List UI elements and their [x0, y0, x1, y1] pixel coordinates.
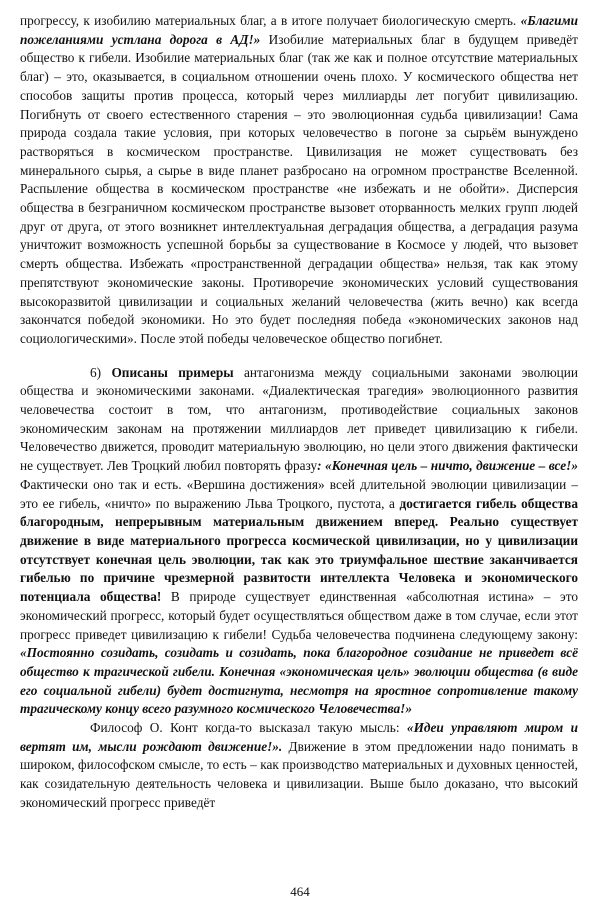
comte-quote: «Идеи управляют миром и вертят им, мысли рождают движение!».: [20, 720, 578, 754]
paragraph-2-text-b: Фактически оно так и есть. «Вершина достижения» всей длительной эволюции цивилизации – это ее гибель, «ничто» по выражению Льва Троцкого, пустота, а: [20, 476, 578, 511]
paragraph-3: [20, 719, 578, 813]
paragraph-2-text-a: антагонизма между социальными законами эволюции общества и экономическими законами. «Диалектическая трагедия» эволюционного развития человечества состоит в том, что антагонизм, противодействие социальных законов экономическим законам на протяжении миллиардов лет приведет цивилизацию к гибели. Человечество движется, проводит материальную эволюцию, но цели этого движения фактически не существует. Лев Троцкий любил повторять фразу: [20, 364, 579, 474]
paragraph-2-number: 6): [90, 364, 112, 380]
paragraph-1-text-a: прогрессу, к изобилию материальных благ, а в итоге получает биологическую смерть.: [20, 13, 521, 28]
paragraph-gap: [20, 349, 578, 364]
paragraph-1-quote: «Благими пожеланиями устлана дорога в АД!»: [20, 13, 578, 47]
paragraph-3-text-a: Философ О. Конт когда-то высказал такую мысль:: [90, 720, 407, 736]
paragraph-2: [20, 364, 578, 719]
paragraph-1-text-b: Изобилие материальных благ в будущем приведёт общество к гибели. Изобилие материальных благ (так же как и полное отсутствие материальных благ) – это, оказывается, в социальном отношении очень плохо. У космического общества нет способов защиты против процесса, который через миллиарды лет погубит цивилизацию. Погибнуть от своего естественного старения – это эволюционная судьба цивилизации! Сама природа создала такие условия, при которых человечество в погоне за сырьём вынуждено растворяться в космическом пространстве. Цивилизация не может существовать без минерального сырья, а сырье в виде планет разбросано на огромном пространстве Вселенной. Распыление общества в космическом пространстве «не избежать и не обойти». Дисперсия общества в безграничном космическом пространстве вызовет оторванность мелких групп людей друг от друга, от этого возникнет интеллектуальная деградация общества, а деградация разума уничтожит возможность успешной борьбы за существование в Космосе у людей, что вызовет смерть общества. Избежать «пространственной деградации общества» нельзя, так как этому препятствуют экономические законы. Противоречие экономических условий существования высокоразвитой цивилизации и социальных желаний человечества (жить вечно) как всегда закончатся победой экономики. Но это будет последняя победа «экономических законов над социологическими». После этой победы человеческое общество погибнет.: [20, 31, 578, 346]
page-number: 464: [290, 884, 310, 899]
paragraph-1: [20, 12, 578, 349]
paragraph-3-text-b: Движение в этом предложении надо понимать в широком, философском смысле, то есть – как производство материальных и духовных ценностей, как созидательную деятельность человека и цивилизации. Выше было доказано, что высокий экономический прогресс приведёт: [20, 738, 578, 810]
trotsky-quote: : «Конечная цель – ничто, движение – все!»: [317, 458, 578, 474]
paragraph-2-bold-statement: достигается гибель общества благородным, непрерывным материальным движением вперед. Реально существует движение в виде материального прогресса космической цивилизации, но у цивилизации отсутствует конечная цель эволюции, так как это триумфальное шествие заканчивается гибелью по причине чрезмерной развитости интеллекта Человека и экономического потенциала общества!: [20, 495, 578, 605]
paragraph-2-text-c: В природе существует единственная «абсолютная истина» – это экономический прогресс, который будет осуществляться обществом даже в том случае, если этот прогресс приведет цивилизацию к гибели! Судьба человечества подчинена следующему закону:: [20, 589, 578, 642]
law-quote: «Постоянно созидать, созидать и созидать, пока благородное созидание не приведет всё общество к трагической гибели. Конечная «экономическая цель» эволюции общества (в виде его социальной гибели) будет достигнута, несмотря на яростное сопротивление такому трагическому концу всего разумного космического Человечества!»: [20, 645, 578, 717]
paragraph-2-heading: Описаны примеры: [111, 364, 234, 380]
